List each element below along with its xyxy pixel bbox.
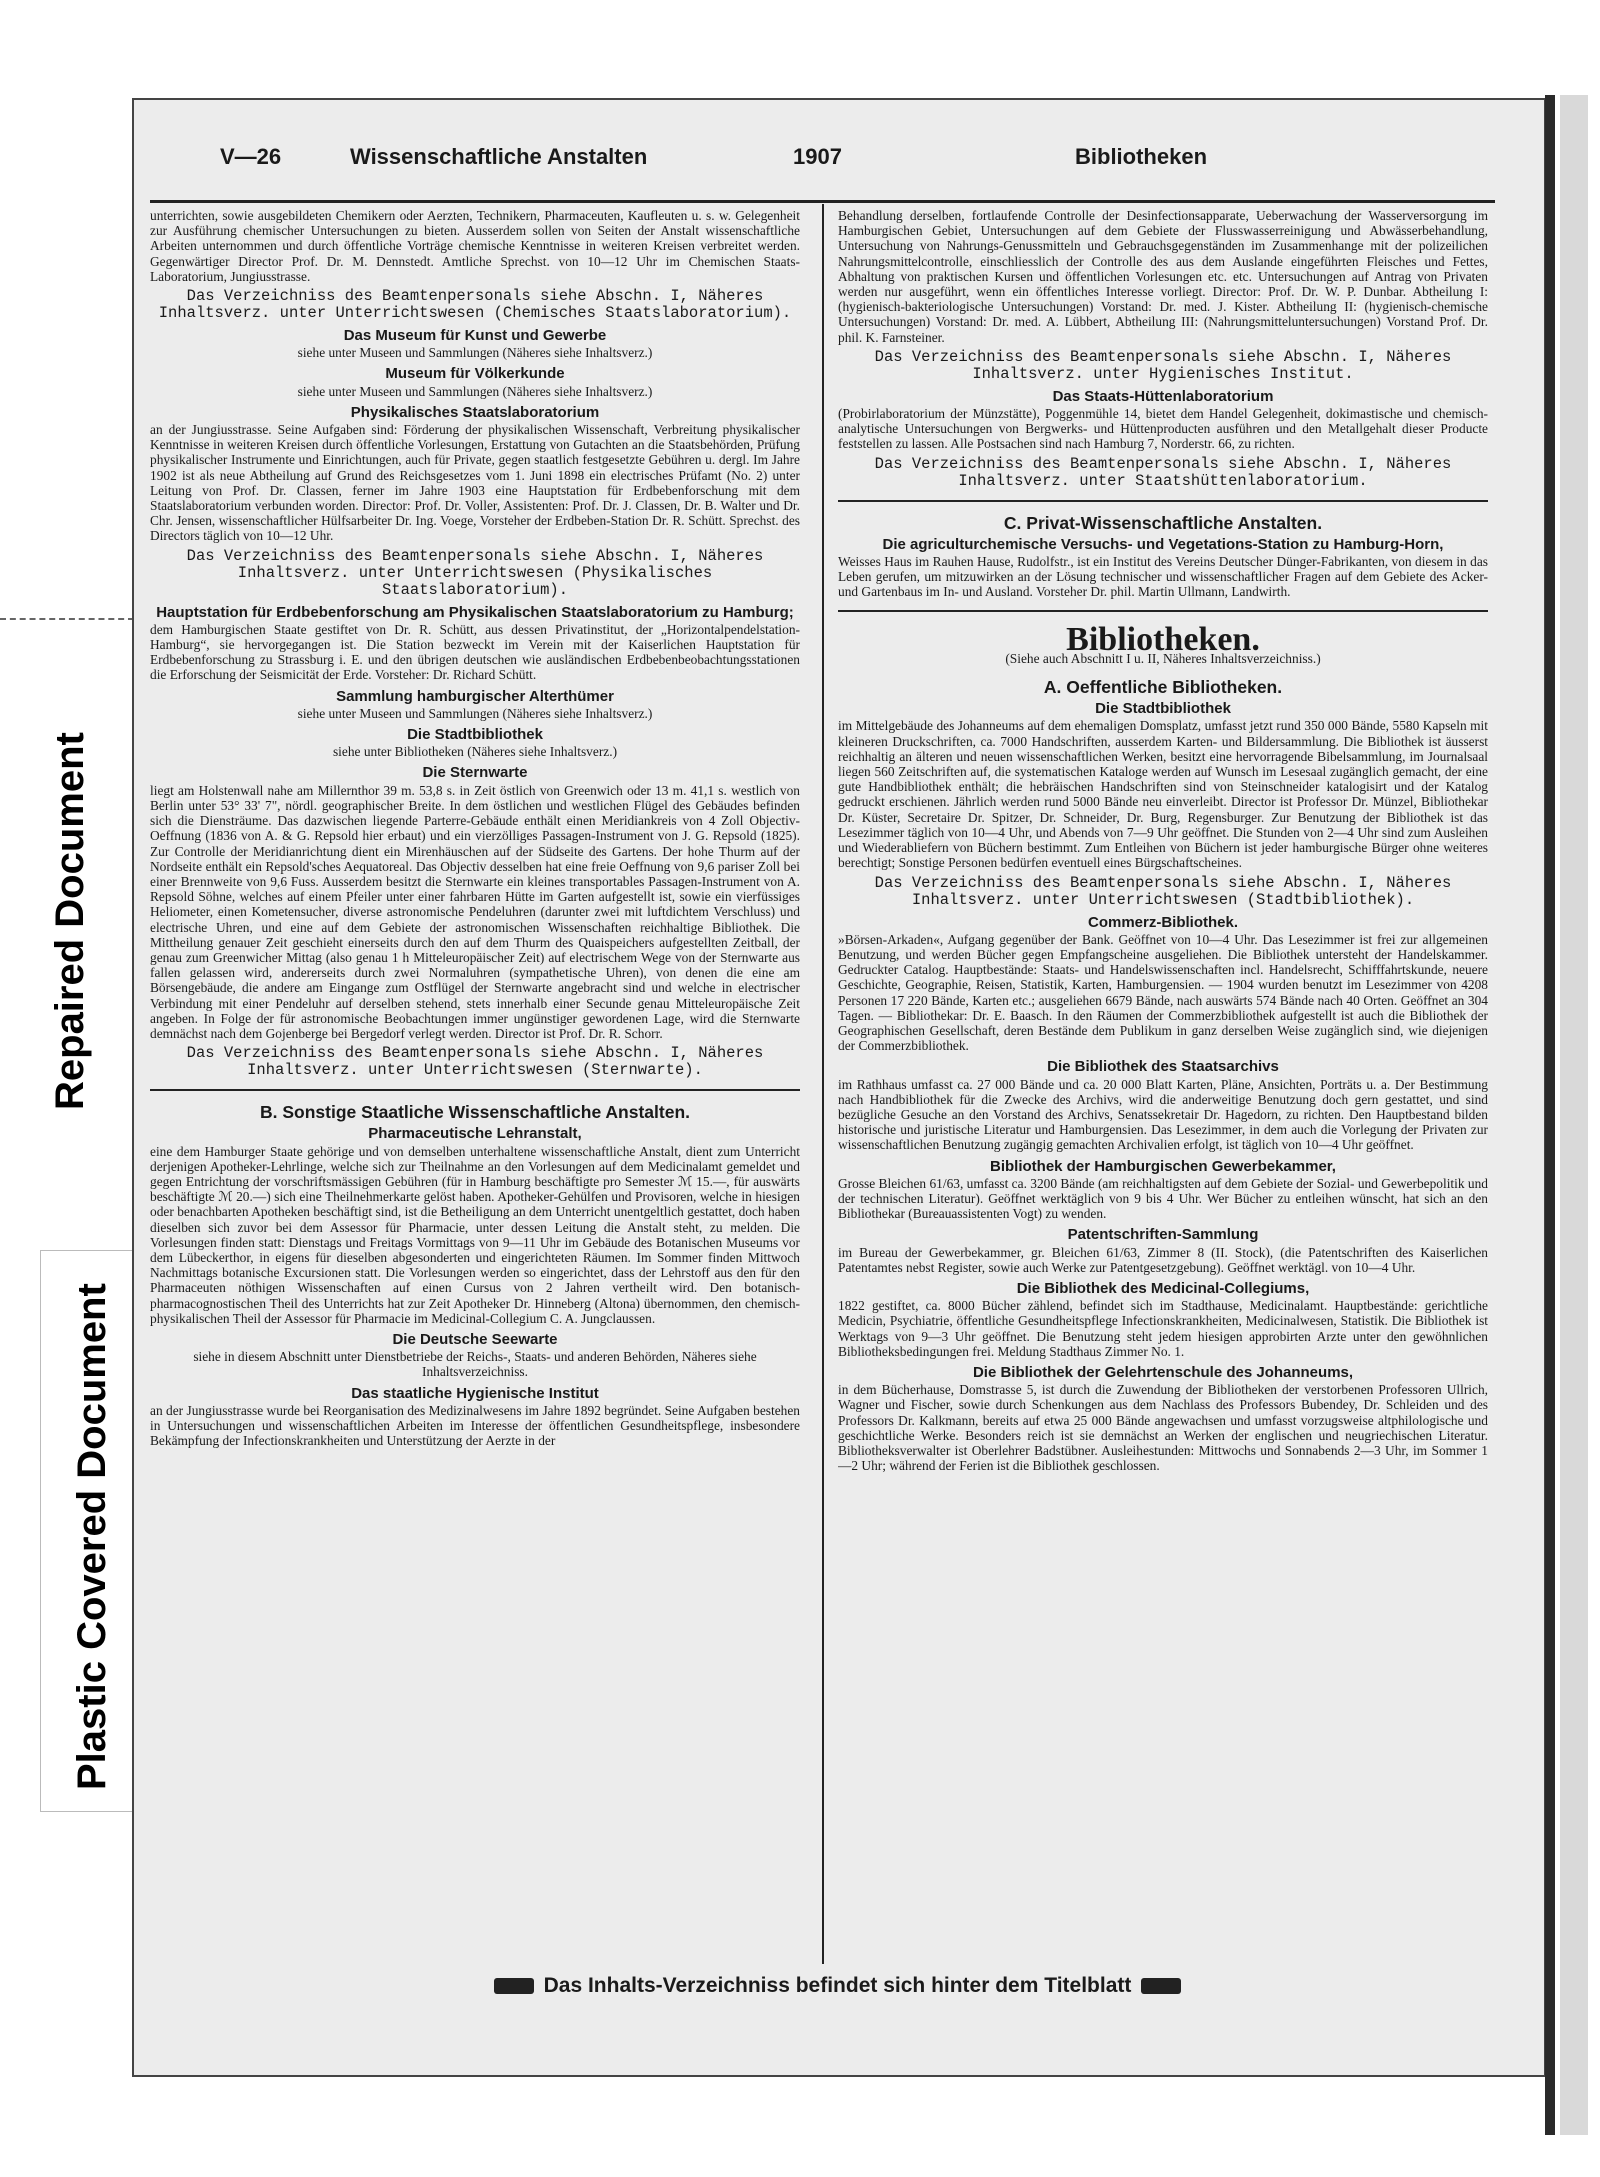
- section-b-heading: B. Sonstige Staatliche Wissenschaftliche Anstalten.: [260, 1102, 690, 1123]
- section-c-heading: C. Privat-Wissenschaftliche Anstalten.: [1003, 512, 1323, 533]
- heading-patent: Patentschriften-Sammlung: [1067, 1226, 1259, 1244]
- chem-ref: Das Verzeichniss des Beamtenpersonals siehe Abschn. I, Näheres Inhaltsverz. unter Unterrichtswesen (Chemisches Staatslaboratorium).: [158, 287, 792, 323]
- stadtbib-text: im Mittelgebäude des Johanneums auf dem ehemaligen Domsplatz, umfasst jetzt rund 350 000 Bände, 5580 Kapseln mit kleineren Druckschriften, ca. 7000 Handschriften, ausserdem Karten- und Bildersammlung. Die Bibliothek ist äusserst reichhaltig an älteren und neuen wissenschaftlichen Werken, besitzt eine hervorragende Bibelsammlung, im Journalsaal liegen 560 Zeitschriften auf, die systematischen Kataloge werden auf Wunsch im Lesesaal zugänglich gemacht, der eine gute Handbibliothek enthält; die hebräischen Handschriften sind von Steinschneider katalogisirt und der Katalog gedruckt erschienen. Jährlich werden rund 5000 Bände neu einverleibt. Director ist Professor Dr. Münzel, Bibliothekar Dr. Küster, Secretaire Dr. Spitzer, Dr. Schneider, Dr. Burg, Regensburger. Zur Benutzung der Bibliothek ist das Lesezimmer täglich von 10—4 Uhr, und Abends von 7—9 Uhr geöffnet. Die Stunden von 2—4 Uhr sind zum Ausleihen und Wiederabliefern von Büchern bestimmt. Zum Entleihen von Büchern ist jeder hamburgische Bürger ohne weiteres berechtigt; Sonstige Personen bedürfen eventuell eines Bürgschaftscheines.: [838, 718, 1488, 871]
- heading-pharma: Pharmaceutische Lehranstalt,: [368, 1125, 582, 1143]
- commerz-text: »Börsen-Arkaden«, Aufgang gegenüber der Bank. Geöffnet von 10—4 Uhr. Das Lesezimmer ist frei zur allgemeinen Benutzung, und werden Bücher gegen Empfangscheine ausgeliehen. Die Bibliothek untersteht der Handelskammer. Gedruckter Catalog. Hauptbestände: Staats- und Handelswissenschaften incl. Handelsrecht, Schifffahrtskunde, neuere Geschichte, Geographie, Reisen, Statistik, Karten, Hamburgensien. — 1904 wurden benutzt im Lesezimmer von 4208 Personen 17 220 Bände, Karten etc.; ausgeliehen 6679 Bände, nach auswärts 574 Bände nach 40 Orten. Geöffnet an 304 Tagen. — Bibliothekar: Dr. E. Baasch. In den Räumen der Commerzbibliothek aufgestellt ist auch die Bibliothek der Geographischen Gesellschaft, deren Bestände dem Publikum in ganz derselben Weise zugänglich sind, wie diejenigen der Commerzbibliothek.: [838, 931, 1488, 1054]
- divider-dashed: [0, 618, 134, 620]
- page-footer: [150, 1974, 1525, 1998]
- heading-agri: Die agriculturchemische Versuchs- und Vegetations-Station zu Hamburg-Horn,: [882, 535, 1444, 553]
- document-page: [150, 104, 1525, 2064]
- header-rule: [150, 200, 1495, 203]
- agri-text: Weisses Haus im Rauhen Hause, Rudolfstr., ist ein Institut des Vereins Deutscher Dünger-Fabrikanten, von diesem in das Leben gerufen, um mitzuwirken an der Lösung technischer und wissenschaftlicher Fragen auf dem Gebiete des Acker- und Gartenbaus im In- und Ausland. Vorsteher Dr. phil. Martin Ullmann, Landwirth.: [838, 554, 1488, 600]
- sternwarte-text: liegt am Holstenwall nahe am Millernthor 39 m. 53,8 s. in Zeit östlich von Greenwich oder 13 m. 41,1 s. westlich von Berlin unter 53° 33' 7", nördl. geographischer Breite. In dem östlichen und westlichen Flügel des Gebäudes befinden sich die Diensträume. Das dazwischen liegende Parterre-Gebäude enthält einen Meridiankreis von 4 Zoll Objectiv-Oeffnung (1836 von A. & G. Repsold hier erbaut) und ein vierzölliges Passagen-Instrument von J. G. Repsold (1825). Zur Controlle der Meridianrichtung dient ein Mirenhäuschen auf der Südseite des Gartens. Der hohe Thurm auf der Nordseite enthält ein Repsold'sches Aequatoreal. Das Objectiv desselben hat eine freie Oeffnung von 9,6 pariser Zoll bei einer Brennweite von 9,6 Fuss. Ausserdem besitzt die Sternwarte ein kleines transportables Passagen-Instrument von A. Repsold Söhne, welches auf einem Pfeiler unter einer fahrbaren Hütte im Garten aufgestellt ist, sowie ein vierfüssiges Heliometer, einen Kometensucher, diverse astronomische Pendeluhren (darunter zwei mit luftdichtem Verschluss) und electrische Uhren, und eine auf dem Gebiete der astronomischen Wissenschaften reichhaltige Bibliothek. Die Mittheilung genauer Zeit geschieht einerseits durch den auf dem Thurm des Quaispeichers aufgestellten Zeitball, der genau zum Greenwicher Mittag (also genau 1 h Mitteleuropäischer Zeit) auf electrischem Wege von der Sternwarte aus fallen gelassen wird, andererseits durch zwei Normaluhren (sympathetische Uhren), von denen die eine am Börsengebäude, die andere am Eingange zum Ostflügel der Sternwarte angebracht sind und welche in electrischer Verbindung mit einer Pendeluhr auf derselben stehend, stets innerhalb einer Secunde genau Mitteleuropäische Zeit angeben. In Folge der für astronomische Beobachtungen immer ungünstiger gewordenen Lage, wird die Sternwarte demnächst nach dem Gojenberge bei Bergedorf verlegt werden. Director ist Prof. Dr. R. Schorr.: [150, 782, 800, 1041]
- plastic-covered-label: Plastic Covered Document: [70, 1283, 114, 1790]
- huetten-text: (Probirlaboratorium der Münzstätte), Poggenmühle 14, bietet dem Handel Gelegenheit, dokimastische und chemisch-analytische Untersuchungen von Bergwerks- und Hüttenproducten ausführen und den Metallgehalt dieser Producte feststellen zu lassen. Alle Postsachen sind nach Hamburg 7, Norderstr. 66, zu richten.: [838, 406, 1488, 452]
- right-column: [838, 208, 1488, 1968]
- header-title-left: Wissenschaftliche Anstalten: [350, 144, 648, 169]
- heading-huetten: Das Staats-Hüttenlaboratorium: [1052, 387, 1274, 405]
- johanneum-text: in dem Bücherhause, Domstrasse 5, ist durch die Zuwendung der Bibliotheken der verstorbenen Professoren Ullrich, Wagner und Fischer, sowie durch Schenkungen aus dem Nachlass des Professors Bubendey, Dr. Schleiden und des Professors Dr. Kalkmann, bereits auf etwa 25 000 Bände angewachsen und umfasst vorzugsweise altphilologische und geschichtliche Werke. Besonders reich ist sie demnächst an Werken der englischen und neugriechischen Literatur. Bibliotheksverwalter ist Oberlehrer Badstübner. Ausleihestunden: Mittwochs und Sonnabends 2—3 Uhr, im Sommer 1—2 Uhr; während der Ferien ist die Bibliothek geschlossen.: [838, 1382, 1488, 1474]
- page-edge-shadow: [1545, 95, 1555, 2135]
- section-a-heading: A. Oeffentliche Bibliotheken.: [1043, 677, 1283, 698]
- pointing-hand-icon: [494, 1978, 534, 1994]
- gewerbe-text: Grosse Bleichen 61/63, umfasst ca. 3200 Bände (am reichhaltigsten auf dem Gebiete der Sozial- und Gewerbepolitik und der technischen Literatur). Geöffnet werktäglich von 9 bis 4 Uhr. Wer Bücher zu entleihen wünscht, hat sich an den Bibliothekar (Bureauassistenten Vogt) zu wenden.: [838, 1175, 1488, 1222]
- heading-museum-voelker: Museum für Völkerkunde: [385, 365, 565, 383]
- pharma-text: eine dem Hamburger Staate gehörige und von demselben unterhaltene wissenschaftliche Anstalt, dient zum Unterricht derjenigen Apotheker-Lehrlinge, welche sich zur Theilnahme an den Vorlesungen auf dem Medicinalamt gemeldet und gegen Entrichtung der vorschriftsmässigen Gebühren (für in Hamburg beschäftigte pro Semester ℳ 15.—, für auswärts beschäftigte ℳ 20.—) sich eine Theilnehmerkarte gelöst haben. Apotheker-Gehülfen und Provisoren, welche in hiesigen oder benachbarten Apotheken beschäftigt sind, ist die Betheiligung an dem Unterricht unentgeltlich gestattet, doch haben dieselben sich zuvor bei dem Assessor für Pharmacie, unter dessen Leitung die Anstalt steht, zu melden. Die Vorlesungen finden statt: Dienstags und Freitags Vormittags von 9—11 Uhr im Gebäude des Botanischen Museums vor dem Lübeckerthor, in eigens für dieselben abgesonderten und eingerichteten Räumen. Im Sommer finden Mittwoch Nachmittags botanische Excursionen statt. Die Vorlesungen werden so eingerichtet, dass der Lehrstoff aus den für den Pharmaceuten nöthigen Wissenschaften auf einen Cursus von 2 Jahren vertheilt wird. Den botanisch-pharmacognostischen Theil des Unterrichts hat zur Zeit Apotheker Dr. Hinneberg (Altona) übernommen, den chemisch-physikalischen Theil der Assessor für Pharmacie im Medicinal-Collegium C. A. Jungclaussen.: [150, 1143, 800, 1326]
- heading-erdbeben: Hauptstation für Erdbebenforschung am Physikalischen Staatslaboratorium zu Hamburg;: [156, 603, 794, 621]
- medicinal-text: 1822 gestiftet, ca. 8000 Bücher zählend, befindet sich im Stadthause, Medicinalamt. Hauptbestände: gerichtliche Medicin, Psychiatrie, öffentliche Gesundheitspflege Infectionskrankheiten, Medicinalwesen, Statistik. Die Bibliothek ist Werktags von 9—3 Uhr geöffnet. Die Benutzung steht jedem hiesigen approbirten Arzte unter den gewöhnlichen Bibliotheksbedingungen frei. Meldung Stadthaus Zimmer No. 1.: [838, 1298, 1488, 1359]
- hygiene-ref: Das Verzeichniss des Beamtenpersonals siehe Abschn. I, Näheres Inhaltsverz. unter Hygienisches Institut.: [874, 347, 1452, 383]
- hygiene-text: an der Jungiusstrasse wurde bei Reorganisation des Medizinalwesens im Jahre 1892 begründet. Seine Aufgaben bestehen in Untersuchungen und wissenschaftlichen Arbeiten im Interesse der öffentlichen Gesundheitspflege, insbesondere Bekämpfung der Infectionskrankheiten und Unterstützung der Aerzte in der: [150, 1402, 800, 1449]
- erdbeben-text: dem Hamburgischen Staate gestiftet von Dr. R. Schütt, aus dessen Privatinstitut, der „Horizontalpendelstation-Hamburg“, sie hervorgegangen ist. Die Station bezweckt im Verein mit der Kaiserlichen Hauptstation für Erdbebenforschung zu Strassburg i. E. und den übrigen deutschen wie ausländischen Erdbebenbeobachtungsstationen die Erforschung der Seismicität der Erde. Vorsteher: Dr. Richard Schütt.: [150, 621, 800, 683]
- seewarte-text: siehe in diesem Abschnitt unter Dienstbetriebe der Reichs-, Staats- und anderen Behörden, Näheres siehe Inhaltsverzeichniss.: [193, 1349, 757, 1380]
- header-year: 1907: [793, 144, 842, 169]
- heading-medicinal: Die Bibliothek des Medicinal-Collegiums,: [1016, 1279, 1310, 1297]
- physik-ref: Das Verzeichniss des Beamtenpersonals siehe Abschn. I, Näheres Inhaltsverz. unter Unterrichtswesen (Physikalisches Staatslaboratorium).: [186, 546, 764, 599]
- sammlung-text: siehe unter Museen und Sammlungen (Näheres siehe Inhaltsverz.): [297, 705, 653, 721]
- heading-johanneum: Die Bibliothek der Gelehrtenschule des Johanneums,: [972, 1363, 1354, 1381]
- heading-gewerbe: Bibliothek der Hamburgischen Gewerbekammer,: [990, 1157, 1336, 1175]
- hygiene-text-cont: Behandlung derselben, fortlaufende Controlle der Desinfectionsapparate, Ueberwachung der Wasserversorgung im Hamburgischen Gebiet, Untersuchungen auf dem Gebiete der Flusswasserreinigung und Abwässerbehandlung, Untersuchung von Nahrungs-Genussmitteln und Gebrauchsgegenständen im Zusammenhange mit der polizeilichen Nahrungsmittelcontrolle, einschliesslich der Controlle des aus dem Auslande eingeführten Fleisches und Fettes, Abhaltung von praktischen Kursen und öffentlichen Vorlesungen etc. etc. Untersuchungen auf Antrag von Privaten werden nur ausgeführt, wenn ein öffentliches Interesse vorliegt. Director: Prof. Dr. W. P. Dunbar. Abtheilung I: (hygienisch-bakteriologische Untersuchungen) Vorstand: Dr. med. J. Kister. Abtheilung II: (hygienisch-chemische Untersuchungen) Vorstand: Dr. med. A. Lübbert, Abtheilung III: (Nahrungsmitteluntersuchungen) Vorstand Prof. Dr. phil. K. Farnsteiner.: [838, 208, 1488, 345]
- section-divider: [838, 500, 1488, 502]
- section-divider: [150, 1089, 800, 1091]
- chem-intro: unterrichten, sowie ausgebildeten Chemikern oder Aerzten, Technikern, Pharmaceuten, Kaufleuten u. s. w. Gelegenheit zur Ausführung chemischer Untersuchungen zu bieten. Ausserdem sollen von Seiten der Anstalt wissenschaftliche Arbeiten unternommen und durch öffentliche Vorträge chemische Kenntnisse in weiteren Kreisen verbreitet werden. Gegenwärtiger Director Prof. Dr. M. Dennstedt. Amtliche Sprechst. von 10—12 Uhr im Chemischen Staats-Laboratorium, Jungiusstrasse.: [150, 208, 800, 284]
- huetten-ref: Das Verzeichniss des Beamtenpersonals siehe Abschn. I, Näheres Inhaltsverz. unter Staatshüttenlaboratorium.: [874, 454, 1452, 490]
- sternwarte-ref: Das Verzeichniss des Beamtenpersonals siehe Abschn. I, Näheres Inhaltsverz. unter Unterrichtswesen (Sternwarte).: [186, 1044, 764, 1080]
- bibliotheken-title: Bibliotheken.: [1066, 620, 1260, 658]
- heading-museum-kunst: Das Museum für Kunst und Gewerbe: [343, 327, 607, 345]
- patent-text: im Bureau der Gewerbekammer, gr. Bleichen 61/63, Zimmer 8 (II. Stock), (die Patentschriften des Kaiserlichen Patentamtes nebst Register, sowie auch Werke zur Patentgesetzgebung). Geöffnet werktägl. von 10—4 Uhr.: [838, 1244, 1488, 1275]
- pointing-hand-icon: [1141, 1978, 1181, 1994]
- heading-physik: Physikalisches Staatslaboratorium: [350, 403, 600, 421]
- heading-hygiene: Das staatliche Hygienische Institut: [351, 1384, 599, 1402]
- museum-kunst-text: siehe unter Museen und Sammlungen (Näheres siehe Inhaltsverz.): [297, 345, 653, 361]
- page-number: V—26: [220, 144, 282, 169]
- heading-stadtbib-ref: Die Stadtbibliothek: [407, 726, 543, 744]
- column-rule: [822, 204, 824, 1964]
- stadtbib-ref: Das Verzeichniss des Beamtenpersonals siehe Abschn. I, Näheres Inhaltsverz. unter Unterrichtswesen (Stadtbibliothek).: [874, 873, 1452, 909]
- staatsarchiv-text: im Rathhaus umfasst ca. 27 000 Bände und ca. 20 000 Blatt Karten, Pläne, Ansichten, Porträts u. a. Der Bestimmung nach Handbibliothek für die Zwecke des Archivs, wird die anderweitige Benutzung doch gern gestattet, und sind bezügliche Gesuche an den Vorstand des Archivs, Senatssekretair Dr. Hagedorn, zu richten. Den Hauptbestand bilden historische und juristische Literatur und Hamburgensien. Das Lesezimmer, in dem auch die Vorlegung der Privaten zur wissenschaftlichen Benutzung zugängig gemachten Archivalien erfolgt, ist täglich von 10—4 Uhr geöffnet.: [838, 1076, 1488, 1153]
- header-title-right: Bibliotheken: [1075, 144, 1208, 169]
- stadtbib-ref-text: siehe unter Bibliotheken (Näheres siehe Inhaltsverz.): [332, 744, 618, 760]
- heading-sammlung: Sammlung hamburgischer Alterthümer: [336, 687, 614, 705]
- footer-text: Das Inhalts-Verzeichniss befindet sich hinter dem Titelblatt: [543, 1974, 1132, 1997]
- page-header: [150, 144, 1525, 176]
- section-divider: [838, 610, 1488, 612]
- museum-voelker-text: siehe unter Museen und Sammlungen (Näheres siehe Inhaltsverz.): [297, 383, 653, 399]
- physik-text: an der Jungiusstrasse. Seine Aufgaben sind: Förderung der physikalischen Wissenschaft, Verbreitung physikalischer Kenntnisse in weiteren Kreisen durch öffentliche Vorlesungen, Erstattung von Gutachten an die Staatsbehörden, Prüfung physikalischer Instrumente und Einrichtungen, auch für Private, gegen staatlich festgesetzte Gebühren u. dergl. Im Jahre 1902 ist als neue Abtheilung auf Grund des Reichsgesetzes vom 1. Juni 1898 ein electrisches Prüfamt (No. 2) unter Leitung von Prof. Dr. Classen, ferner im Jahre 1903 eine Hauptstation für Erdbebenforschung mit dem Staatslaboratorium verbunden worden. Director: Prof. Dr. Voller, Assistenten: Prof. Dr. J. Classen, Dr. B. Walter und Dr. Chr. Jensen, wissenschaftlicher Hülfsarbeiter Dr. Ing. Voege, Vorsteher der Erdbeben-Station Dr. R. Schütt. Sprechst. des Directors täglich von 10—12 Uhr.: [150, 422, 800, 544]
- heading-commerz: Commerz-Bibliothek.: [1087, 913, 1238, 931]
- left-column: [150, 208, 800, 1968]
- heading-stadtbib: Die Stadtbibliothek: [1095, 700, 1231, 718]
- bibliotheken-note: (Siehe auch Abschnitt I u. II, Näheres Inhaltsverzeichniss.): [1005, 650, 1321, 666]
- heading-seewarte: Die Deutsche Seewarte: [392, 1330, 558, 1348]
- page-edge: [1560, 95, 1588, 2135]
- heading-sternwarte: Die Sternwarte: [422, 764, 528, 782]
- heading-staatsarchiv: Die Bibliothek des Staatsarchivs: [1047, 1058, 1279, 1076]
- repaired-document-label: Repaired Document: [48, 732, 92, 1110]
